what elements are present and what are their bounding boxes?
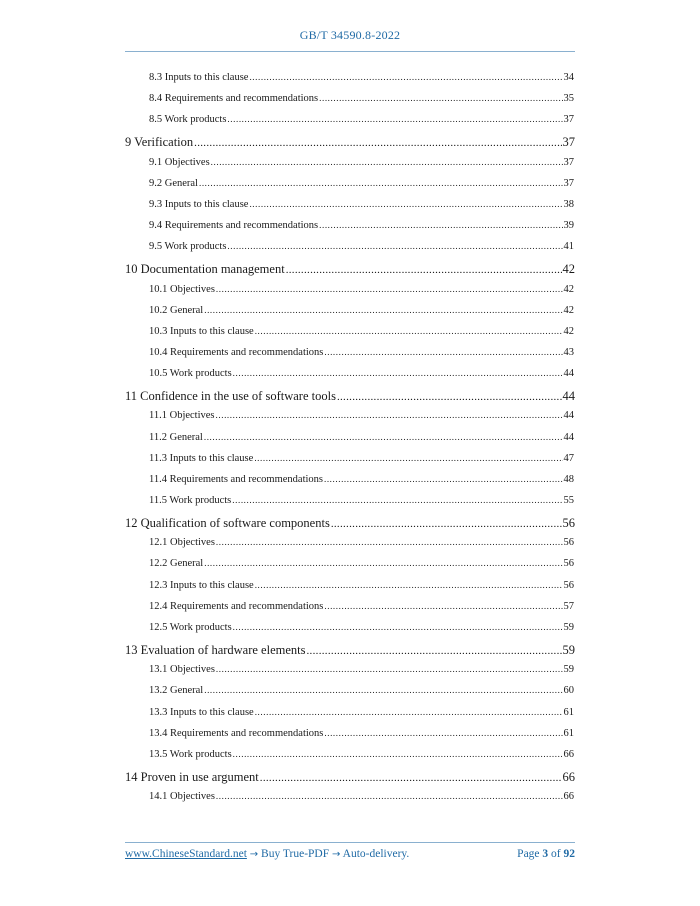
- site-link[interactable]: www.ChineseStandard.net: [125, 848, 247, 860]
- page-number: 3: [542, 848, 549, 860]
- toc-entry-subsection[interactable]: [149, 622, 574, 633]
- toc-entry-page: 43: [563, 346, 574, 358]
- toc-entry-subsection[interactable]: [149, 178, 574, 189]
- toc-entry-subsection[interactable]: [149, 157, 574, 168]
- toc-entry-subsection[interactable]: [149, 601, 574, 612]
- toc-entry-subsection[interactable]: [149, 199, 574, 210]
- toc-leader-dots: [233, 622, 563, 632]
- toc-entry-page: 42: [563, 304, 574, 316]
- toc-leader-dots: [255, 326, 563, 336]
- footer-divider: [125, 842, 575, 843]
- toc-entry-subsection[interactable]: [149, 707, 574, 718]
- toc-entry-title: 11.2 General: [149, 431, 203, 443]
- toc-entry-title: 10.5 Work products: [149, 368, 232, 380]
- toc-entry-title: 9.1 Objectives: [149, 156, 210, 168]
- standard-code: GB/T 34590.8-2022: [299, 28, 401, 42]
- toc-entry-page: 56: [563, 558, 574, 570]
- toc-entry-title: 11.3 Inputs to this clause: [149, 452, 254, 464]
- toc-entry-title: 11.4 Requirements and recommendations: [149, 473, 323, 485]
- toc-leader-dots: [227, 241, 562, 251]
- toc-leader-dots: [199, 178, 563, 188]
- toc-entry-title: 10.2 General: [149, 304, 204, 316]
- toc-entry-subsection[interactable]: [149, 72, 574, 83]
- toc-entry-title: 11.5 Work products: [149, 495, 232, 506]
- arrow-right-icon: →: [249, 849, 259, 860]
- toc-leader-dots: [324, 728, 562, 738]
- toc-entry-title: 13.4 Requirements and recommendations: [149, 727, 324, 739]
- toc-entry-page: 42: [562, 262, 575, 277]
- toc-leader-dots: [324, 474, 563, 484]
- toc-entry-subsection[interactable]: [149, 220, 574, 231]
- toc-entry-page: 44: [563, 368, 574, 380]
- toc-entry-page: 47: [563, 452, 574, 464]
- toc-entry-page: 61: [563, 727, 574, 739]
- toc-entry-page: 42: [563, 325, 574, 337]
- toc-leader-dots: [337, 391, 562, 403]
- toc-entry-section[interactable]: [125, 516, 575, 531]
- page-header: [0, 28, 700, 43]
- toc-entry-page: 56: [562, 516, 575, 531]
- page-counter: [517, 848, 575, 860]
- toc-entry-title: 13.3 Inputs to this clause: [149, 706, 254, 718]
- page-footer: [125, 848, 575, 860]
- page-label: Page: [517, 848, 540, 860]
- toc-leader-dots: [319, 93, 562, 103]
- toc-entry-subsection[interactable]: [149, 580, 574, 591]
- toc-entry-title: 10.4 Requirements and recommendations: [149, 346, 324, 358]
- toc-entry-subsection[interactable]: [149, 432, 574, 443]
- toc-entry-subsection[interactable]: [149, 685, 574, 696]
- toc-leader-dots: [319, 220, 562, 230]
- toc-entry-subsection[interactable]: [149, 241, 574, 252]
- toc-entry-page: 39: [563, 220, 574, 232]
- toc-leader-dots: [204, 432, 563, 442]
- toc-leader-dots: [204, 685, 562, 695]
- toc-entry-page: 59: [562, 643, 575, 658]
- toc-entry-subsection[interactable]: [149, 284, 574, 295]
- arrow-right-icon: →: [332, 849, 341, 860]
- toc-entry-title: 12.4 Requirements and recommendations: [149, 600, 324, 612]
- toc-entry-subsection[interactable]: [149, 347, 574, 358]
- toc-entry-subsection[interactable]: [149, 474, 574, 485]
- toc-entry-title: 12.1 Objectives: [149, 537, 215, 549]
- toc-leader-dots: [211, 157, 563, 167]
- toc-entry-section[interactable]: [125, 389, 575, 404]
- toc-leader-dots: [254, 453, 562, 463]
- toc-entry-page: 42: [563, 283, 574, 295]
- toc-entry-subsection[interactable]: [149, 114, 574, 125]
- footer-promo: [125, 848, 409, 860]
- toc-entry-title: 12.2 General: [149, 558, 204, 570]
- toc-entry-subsection[interactable]: [149, 749, 574, 760]
- toc-leader-dots: [216, 791, 563, 801]
- toc-entry-title: 12.3 Inputs to this clause: [149, 579, 254, 591]
- total-pages: 92: [563, 848, 575, 860]
- toc-leader-dots: [260, 772, 562, 784]
- toc-entry-title: 9.5 Work products: [149, 241, 227, 253]
- toc-entry-page: 37: [563, 156, 574, 168]
- toc-entry-title: 11 Confidence in the use of software tools: [125, 389, 336, 404]
- toc-leader-dots: [255, 707, 563, 717]
- toc-entry-section[interactable]: [125, 643, 575, 658]
- toc-entry-subsection[interactable]: [149, 453, 574, 464]
- toc-entry-page: 35: [563, 93, 574, 105]
- toc-entry-page: 48: [563, 473, 574, 485]
- toc-entry-subsection[interactable]: [149, 664, 574, 675]
- toc-entry-title: 9.4 Requirements and recommendations: [149, 220, 319, 232]
- toc-leader-dots: [216, 284, 563, 294]
- toc-leader-dots: [227, 114, 562, 124]
- toc-entry-subsection[interactable]: [149, 495, 574, 506]
- toc-leader-dots: [324, 601, 562, 611]
- toc-leader-dots: [233, 749, 563, 759]
- toc-entry-subsection[interactable]: [149, 410, 574, 421]
- toc-entry-title: 8.5 Work products: [149, 114, 227, 126]
- toc-entry-title: 14.1 Objectives: [149, 791, 215, 803]
- toc-leader-dots: [233, 368, 563, 378]
- toc-entry-subsection[interactable]: [149, 728, 574, 739]
- toc-entry-title: 9.3 Inputs to this clause: [149, 198, 249, 210]
- toc-entry-page: 66: [563, 748, 574, 760]
- toc-entry-section[interactable]: [125, 135, 575, 150]
- toc-entry-page: 56: [563, 579, 574, 591]
- buy-text: Buy True-PDF: [261, 848, 330, 860]
- toc-entry-page: 41: [563, 241, 574, 253]
- toc-leader-dots: [204, 305, 562, 315]
- header-divider: [125, 51, 575, 52]
- toc-entry-subsection[interactable]: [149, 326, 574, 337]
- toc-leader-dots: [194, 137, 561, 149]
- toc-entry-page: 61: [563, 706, 574, 718]
- toc-leader-dots: [216, 410, 563, 420]
- toc-entry-subsection[interactable]: [149, 537, 574, 548]
- toc-entry-subsection[interactable]: [149, 93, 574, 104]
- toc-entry-title: 10.1 Objectives: [149, 283, 215, 295]
- toc-entry-page: 37: [563, 177, 574, 189]
- toc-entry-subsection[interactable]: [149, 305, 574, 316]
- toc-entry-title: 10 Documentation management: [125, 262, 285, 277]
- toc-entry-title: 13.2 General: [149, 685, 204, 697]
- toc-entry-page: 56: [563, 537, 574, 549]
- toc-entry-title: 9.2 General: [149, 177, 198, 189]
- toc-entry-title: 8.3 Inputs to this clause: [149, 72, 249, 83]
- toc-entry-title: 12 Qualification of software components: [125, 516, 330, 531]
- toc-leader-dots: [249, 199, 562, 209]
- toc-entry-title: 13.5 Work products: [149, 748, 232, 760]
- toc-leader-dots: [204, 558, 562, 568]
- toc-entry-page: 44: [563, 431, 574, 443]
- toc-entry-page: 66: [562, 769, 575, 784]
- toc-entry-page: 59: [563, 621, 574, 633]
- toc-entry-page: 37: [563, 114, 574, 126]
- toc-entry-page: 59: [563, 664, 574, 676]
- toc-leader-dots: [249, 72, 562, 82]
- toc-entry-title: 13 Evaluation of hardware elements: [125, 643, 306, 658]
- toc-entry-page: 37: [562, 135, 575, 150]
- toc-entry-title: 8.4 Requirements and recommendations: [149, 93, 319, 105]
- toc-entry-page: 38: [563, 198, 574, 210]
- toc-entry-page: 55: [563, 495, 574, 506]
- toc-leader-dots: [232, 495, 562, 505]
- toc-entry-page: 57: [563, 600, 574, 612]
- toc-entry-title: 13.1 Objectives: [149, 664, 215, 676]
- toc-entry-page: 60: [563, 685, 574, 697]
- toc-entry-subsection[interactable]: [149, 368, 574, 379]
- toc-leader-dots: [216, 664, 563, 674]
- toc-entry-page: 44: [563, 410, 574, 422]
- toc-entry-subsection[interactable]: [149, 791, 574, 802]
- toc-leader-dots: [255, 580, 563, 590]
- toc-entry-title: 11.1 Objectives: [149, 410, 215, 422]
- toc-entry-page: 44: [562, 389, 575, 404]
- toc-leader-dots: [216, 537, 563, 547]
- toc-entry-page: 66: [563, 791, 574, 803]
- toc-entry-title: 10.3 Inputs to this clause: [149, 325, 254, 337]
- toc-entry-title: 12.5 Work products: [149, 621, 232, 633]
- toc-entry-subsection[interactable]: [149, 558, 574, 569]
- toc-leader-dots: [286, 264, 562, 276]
- of-label: of: [551, 848, 561, 860]
- toc-entry-title: 9 Verification: [125, 135, 194, 150]
- toc-leader-dots: [324, 347, 562, 357]
- toc-entry-section[interactable]: [125, 262, 575, 277]
- delivery-text: Auto-delivery.: [342, 848, 410, 860]
- toc-entry-title: 14 Proven in use argument: [125, 769, 259, 784]
- toc-leader-dots: [307, 645, 562, 657]
- toc-entry-page: 34: [563, 72, 574, 83]
- toc-leader-dots: [331, 518, 562, 530]
- toc-entry-section[interactable]: [125, 770, 575, 785]
